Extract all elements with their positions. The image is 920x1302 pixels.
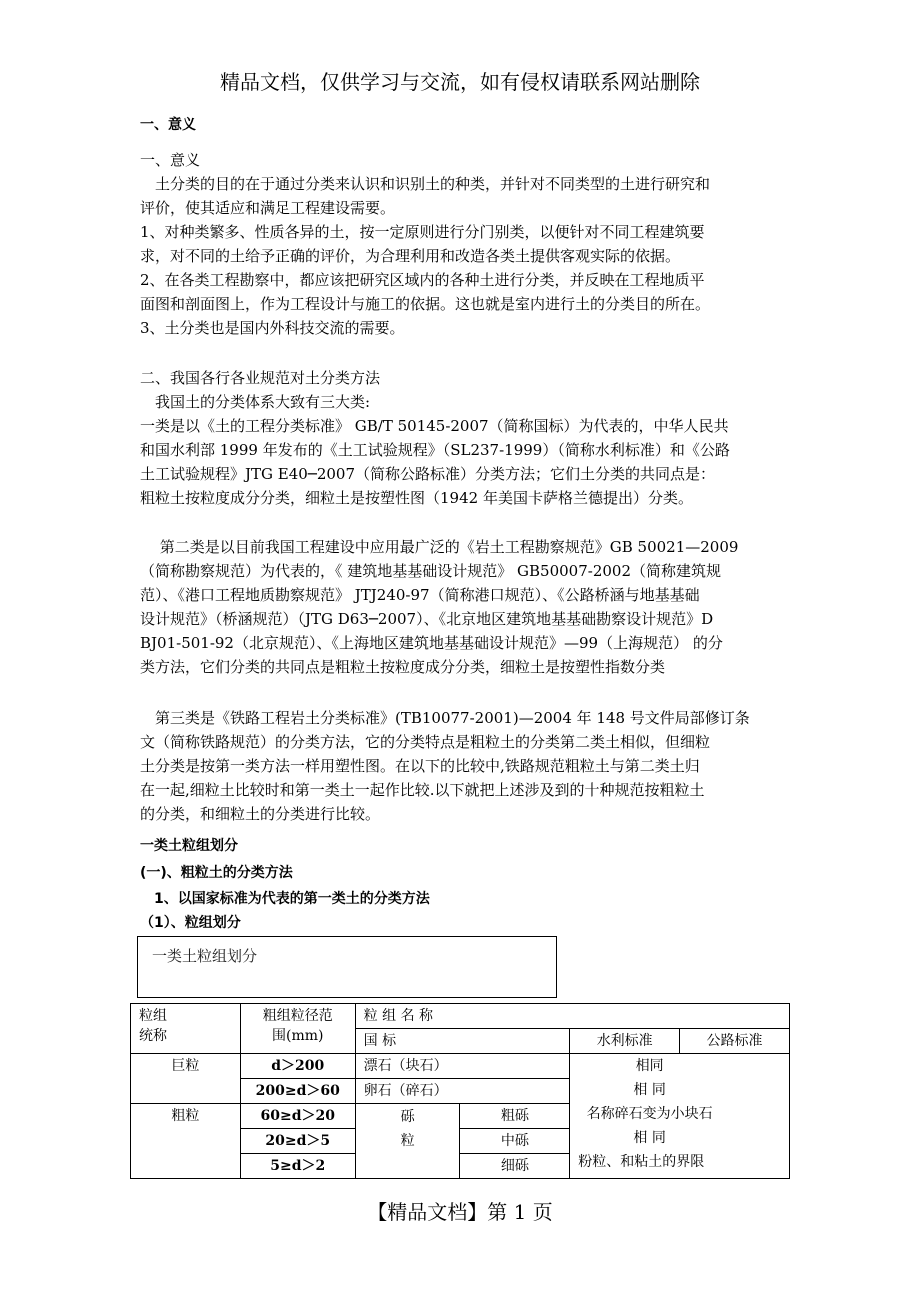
text-line: 一类是以《土的工程分类标准》 GB/T 50145-2007（简称国标）为代表的，中华人民共 — [140, 417, 729, 435]
text-line: 文（简称铁路规范）的分类方法，它的分类特点是粗粒土的分类第二类土相似，但细粒 — [140, 733, 711, 751]
caption-label: 一类土粒组划分 — [152, 947, 258, 965]
text-line: 面图和剖面图上，作为工程设计与施工的依据。这也就是室内进行土的分类目的所在。 — [140, 295, 711, 313]
grain-group-table — [130, 1003, 790, 1179]
cell-coarse: 粗粒 — [131, 1104, 241, 1179]
cell-range: 5≥d＞2 — [240, 1154, 355, 1179]
text-line: 设计规范》（桥涵规范）（JTG D63─2007）、《北京地区建筑地基基础勘察设计规范》D — [140, 610, 714, 628]
cell-range: 20≥d＞5 — [240, 1129, 355, 1154]
cell-giant: 巨粒 — [131, 1054, 241, 1104]
caption-box — [137, 936, 557, 998]
heading: 一类土粒组划分 — [140, 838, 238, 854]
header-sl: 水利标准 — [570, 1029, 680, 1054]
section-meaning — [140, 148, 790, 340]
text-line: 第二类是以目前我国工程建设中应用最广泛的《岩土工程勘察规范》GB 50021—2009 — [140, 538, 739, 556]
heading: 1、以国家标准为代表的第一类土的分类方法 — [140, 891, 430, 907]
cell-range: d＞200 — [240, 1054, 355, 1079]
text-line: 土工试验规程》JTG E40─2007（简称公路标准）分类方法；它们土分类的共同点是： — [140, 465, 716, 483]
cell-sub: 中砾 — [460, 1129, 570, 1154]
heading: (一)、粗粒土的分类方法 — [140, 865, 293, 881]
header-name: 粒 组 名 称 — [355, 1004, 789, 1029]
text-line: 范）、《港口工程地质勘察规范》 JTJ240-97（简称港口规范）、《公路桥涵与地基基础 — [140, 586, 700, 604]
text-line: 土分类的目的在于通过分类来认识和识别土的种类，并针对不同类型的土进行研究和 — [140, 175, 711, 193]
cell-sub: 细砾 — [460, 1154, 570, 1179]
header-group: 粒组 统称 — [131, 1004, 241, 1054]
text-line: 求，对不同的土给予正确的评价，为合理利用和改造各类土提供客观实际的依据。 — [140, 247, 681, 265]
text-line: 二、我国各行各业规范对土分类方法 — [140, 369, 381, 387]
text-line: 类方法，它们分类的共同点是粗粒土按粒度成分分类，细粒土是按塑性指数分类 — [140, 658, 666, 676]
text-line: 在一起,细粒土比较时和第一类土一起作比较.以下就把上述涉及到的十种规范按粗粒土 — [140, 781, 705, 799]
page-footer: 【精品文档】第 1 页 — [367, 1200, 553, 1224]
header-road: 公路标准 — [680, 1029, 790, 1054]
text-line: （简称勘察规范）为代表的，《 建筑地基基础设计规范》 GB50007-2002（简称建筑规 — [140, 562, 722, 580]
text-line: 和国水利部 1999 年发布的《土工试验规程》（SL237-1999）（简称水利标准）和《公路 — [140, 441, 730, 459]
cell-name: 漂石（块石） — [355, 1054, 570, 1079]
cell-notes: 相同 相 同 名称碎石变为小块石 相 同 粉粒、和粘土的界限 — [570, 1054, 790, 1179]
section-methods — [140, 366, 790, 510]
cell-sub: 粗砾 — [460, 1104, 570, 1129]
cell-range: 60≥d＞20 — [240, 1104, 355, 1129]
text-line: 1、对种类繁多、性质各异的土，按一定原则进行分门别类，以便针对不同工程建筑要 — [140, 223, 705, 241]
cell-name: 卵石（碎石） — [355, 1079, 570, 1104]
text-line: 第三类是《铁路工程岩土分类标准》(TB10077-2001)—2004 年 148 号文件局部修订条 — [140, 709, 750, 727]
text-line: 的分类，和细粒土的分类进行比较。 — [140, 805, 381, 823]
text-line: 3、土分类也是国内外科技交流的需要。 — [140, 319, 405, 337]
section-second-class — [140, 535, 790, 679]
text-line: 一、意义 — [140, 151, 201, 169]
text-line: 土分类是按第一类方法一样用塑性图。在以下的比较中,铁路规范粗粒土与第二类土归 — [140, 757, 700, 775]
text-line: BJ01-501-92（北京规范）、《上海地区建筑地基基础设计规范》—99（上海规范） 的分 — [140, 634, 723, 652]
heading-meaning: 一、意义 — [140, 117, 196, 133]
section-third-class — [140, 706, 790, 826]
cell-gravel: 砾 粒 — [355, 1104, 460, 1179]
text-line: 评价，使其适应和满足工程建设需要。 — [140, 199, 396, 217]
text-line: 2、在各类工程勘察中，都应该把研究区域内的各种土进行分类，并反映在工程地质平 — [140, 271, 705, 289]
header-gb: 国 标 — [355, 1029, 570, 1054]
cell-range: 200≥d＞60 — [240, 1079, 355, 1104]
heading: （1）、粒组划分 — [140, 915, 241, 931]
text-line: 粗粒土按粒度成分分类，细粒土是按塑性图（1942 年美国卡萨格兰德提出）分类。 — [140, 489, 693, 507]
text-line: 我国土的分类体系大致有三大类: — [140, 393, 371, 411]
page-header: 精品文档，仅供学习与交流，如有侵权请联系网站删除 — [220, 70, 700, 94]
classification-headings — [140, 834, 790, 935]
header-range: 粗组粒径范 围(mm) — [240, 1004, 355, 1054]
